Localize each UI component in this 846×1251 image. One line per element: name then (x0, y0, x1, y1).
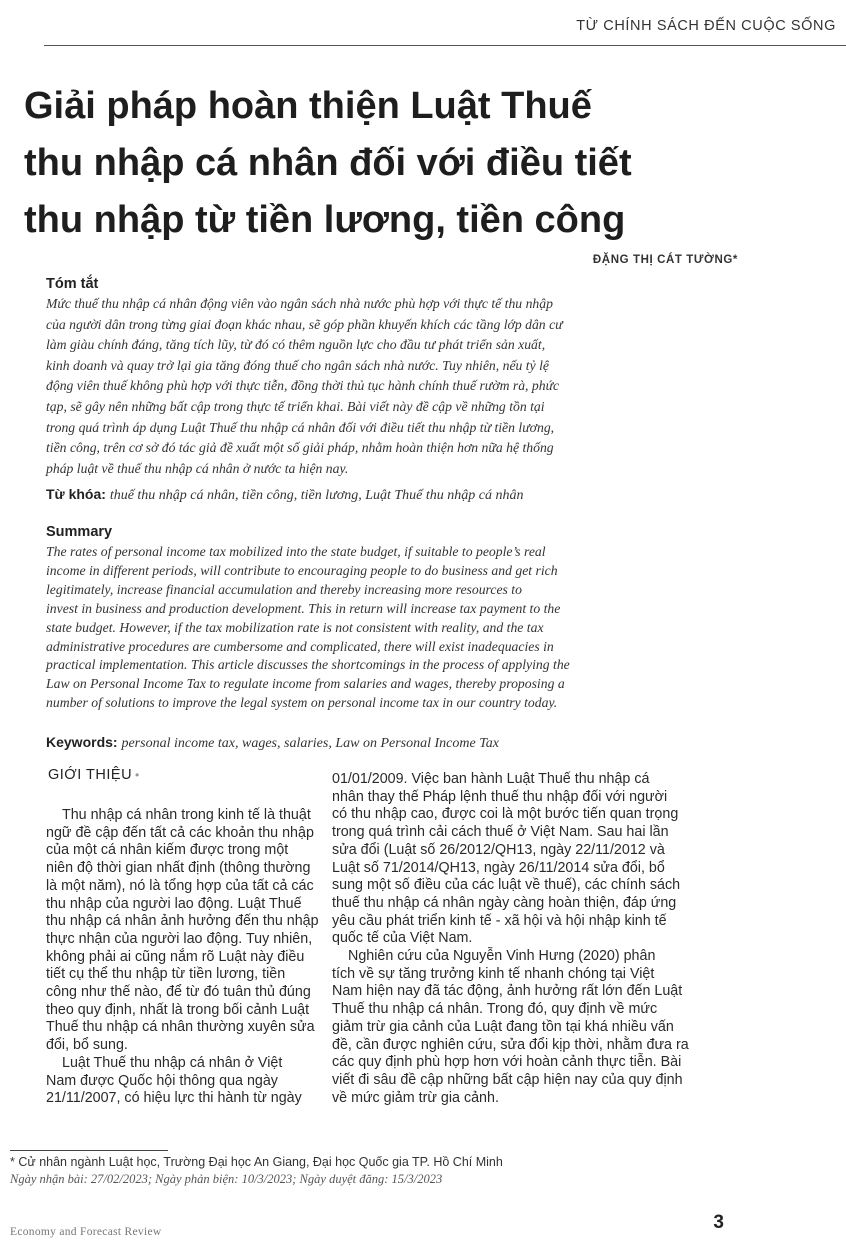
body-line: Thuế thu nhập cá nhân thường xuyên sửa (46, 1019, 315, 1036)
section-tag: TỪ CHÍNH SÁCH ĐẾN CUỘC SỐNG (576, 18, 836, 34)
body-line: Nam hiện nay đã tác động, ảnh hưởng rất lớn đến Luật (332, 983, 683, 1000)
body-line: niên độ thời gian nhất định (thông thường (46, 860, 311, 877)
abstract-line: legitimately, increase financial accumulation and thereby increasing more resources to (46, 581, 522, 597)
abstract-line: tạp, sẽ gây nên những bất cập trong thực tế triển khai. Bài viết này đề cập về những tồn tại (46, 398, 545, 414)
footnote-affiliation: * Cử nhân ngành Luật học, Trường Đại học An Giang, Đại học Quốc gia TP. Hồ Chí Minh (10, 1155, 503, 1169)
body-line: thực nhận của người lao động. Tuy nhiên, (46, 930, 313, 947)
abstract-line: state budget. However, if the tax mobilization rate is not consistent with reality, and the tax (46, 619, 544, 635)
body-line: tích về sự tăng trưởng kinh tế nhanh chóng tại Việt (332, 965, 655, 982)
abstract-line: income in different periods, will contribute to encouraging people to do business and get rich (46, 562, 558, 578)
body-line: đề, cần được nghiên cứu, sửa đổi kịp thời, nhằm đưa ra (332, 1036, 689, 1053)
abstract-vi-heading: Tóm tắt (46, 276, 99, 292)
title-line: thu nhập cá nhân đối với điều tiết (24, 142, 632, 184)
body-line: trong quá trình cải cách thuế ở Việt Nam. Sau hai lần (332, 824, 669, 841)
body-line: có thu nhập cao, được coi là một bước tiến quan trọng (332, 806, 679, 823)
keywords-vi (46, 486, 524, 504)
footnote-rule (10, 1150, 168, 1151)
body-line: Luật số 71/2014/QH13, ngày 26/11/2014 sửa đổi, bổ (332, 859, 665, 876)
keywords-vi-label: Từ khóa: (46, 486, 106, 502)
abstract-en-text (46, 543, 702, 713)
body-line: sửa đổi (Luật số 26/2012/QH13, ngày 22/11/2012 và (332, 841, 665, 858)
footnote-dates: Ngày nhận bài: 27/02/2023; Ngày phản biện: 10/3/2023; Ngày duyệt đăng: 15/3/2023 (10, 1172, 443, 1186)
body-line: nhân thay thế Pháp lệnh thuế thu nhập đối với người (332, 788, 668, 805)
body-line: công như thế nào, để từ đó tuân thủ đúng (46, 984, 311, 1001)
abstract-line: Mức thuế thu nhập cá nhân động viên vào ngân sách nhà nước phù hợp với thực tế thu nhập (46, 296, 553, 311)
abstract-line: tiền công, trên cơ sở đó tác giả đề xuất một số giải pháp, nhằm hoàn thiện hơn nữa hệ thống (46, 440, 554, 456)
author-name: ĐẶNG THỊ CÁT TƯỜNG* (592, 254, 738, 266)
abstract-line: administrative procedures are cumbersome and complicated, there will exist inadequacies in (46, 638, 554, 654)
bullet-dot: • (135, 768, 140, 782)
body-line: thu nhập cá nhân ảnh hưởng đến thu nhập (46, 913, 319, 930)
body-line: Thu nhập cá nhân trong kinh tế là thuật (62, 807, 311, 823)
body-line: Thuế thu nhập cá nhân. Trong đó, quy định về mức (332, 1001, 658, 1018)
body-line: Nam được Quốc hội thông qua ngày (46, 1072, 278, 1089)
abstract-line: của người dân trong từng giai đoạn khác nhau, sẽ góp phần khuyến khích các tầng lớp dân cư (46, 316, 563, 332)
abstract-vi-text (46, 294, 702, 479)
body-line: không phải ai cũng nắm rõ Luật này điều (46, 948, 305, 965)
keywords-en-value: personal income tax, wages, salaries, Law on Personal Income Tax (121, 736, 499, 751)
abstract-line: practical implementation. This article discusses the shortcomings in the process of applying the (46, 657, 570, 673)
abstract-line: kinh doanh và quay trở lại gia tăng đóng thuế cho ngân sách nhà nước. Tuy nhiên, nếu tỷ lệ (46, 357, 549, 373)
abstract-line: pháp luật về thuế thu nhập cá nhân ở nước ta hiện nay. (46, 460, 349, 476)
body-line: viết đi sâu đề cập những bất cập hiện nay của quy định (332, 1071, 683, 1088)
body-line: tiết cụ thể thu nhập từ tiền lương, tiền (46, 966, 286, 983)
body-line: theo quy định, nhất là trong bối cảnh Luật (46, 1001, 310, 1018)
article-title (24, 78, 834, 249)
keywords-en-label: Keywords: (46, 734, 118, 750)
body-line: 21/11/2007, có hiệu lực thi hành từ ngày (46, 1090, 302, 1107)
body-line: thuế thu nhập cá nhân ngày càng hoàn thiện, đáp ứng (332, 894, 677, 911)
body-line: Luật Thuế thu nhập cá nhân ở Việt (62, 1054, 283, 1071)
body-line: về mức giảm trừ gia cảnh. (332, 1089, 499, 1106)
body-line: ngữ đề cập đến tất cả các khoản thu nhập (46, 824, 314, 841)
section-heading-text: GIỚI THIỆU (48, 767, 133, 783)
header-rule (44, 45, 846, 46)
body-line: của một cá nhân kiếm được trong một (46, 842, 289, 859)
body-line: 01/01/2009. Việc ban hành Luật Thuế thu nhập cá (332, 771, 650, 787)
body-line: giảm trừ gia cảnh của Luật đang tồn tại khá nhiều vấn (332, 1018, 674, 1035)
abstract-en-heading: Summary (46, 524, 113, 540)
abstract-line: invest in business and production development. This in return will increase tax payment to the (46, 600, 561, 616)
journal-name: Economy and Forecast Review (10, 1226, 162, 1238)
keywords-en (46, 734, 499, 752)
body-line: là một năm), nó là tổng hợp của tất cả các (46, 877, 314, 894)
abstract-line: number of solutions to improve the legal system on personal income tax in our country today. (46, 695, 558, 711)
abstract-line: The rates of personal income tax mobilized into the state budget, if suitable to people’s real (46, 544, 546, 559)
page-number: 3 (713, 1212, 724, 1233)
abstract-line: làm giàu chính đáng, tăng tích lũy, từ đó có thêm nguồn lực cho đầu tư phát triển sản xuất, (46, 337, 546, 353)
body-column-right (332, 771, 689, 1107)
body-line: Nghiên cứu của Nguyễn Vinh Hưng (2020) phân (348, 948, 656, 965)
section-heading-intro (48, 767, 140, 783)
body-line: thu nhập của người lao động. Luật Thuế (46, 895, 302, 912)
body-line: các quy định phù hợp hơn với hoàn cảnh thực tiễn. Bài (332, 1054, 682, 1071)
body-line: đổi, bổ sung. (46, 1037, 128, 1054)
body-column-left (46, 807, 319, 1108)
title-line: Giải pháp hoàn thiện Luật Thuế (24, 85, 592, 127)
abstract-line: động viên thuế không phù hợp với thực tiễn, đồng thời thủ tục hành chính thuế rườm rà, phức (46, 378, 560, 394)
abstract-line: trong quá trình áp dụng Luật Thuế thu nhập cá nhân đối với điều tiết thu nhập từ tiền lương, (46, 419, 555, 435)
body-line: sung một số điều của các luật về thuế), các chính sách (332, 877, 681, 894)
body-line: quốc tế của Việt Nam. (332, 930, 473, 947)
keywords-vi-value: thuế thu nhập cá nhân, tiền công, tiền lương, Luật Thuế thu nhập cá nhân (109, 488, 524, 503)
title-line: thu nhập từ tiền lương, tiền công (24, 199, 626, 241)
body-line: yêu cầu phát triển kinh tế - xã hội và hội nhập kinh tế (332, 912, 667, 929)
abstract-line: Law on Personal Income Tax to regulate income from salaries and wages, thereby proposing a (46, 676, 565, 692)
